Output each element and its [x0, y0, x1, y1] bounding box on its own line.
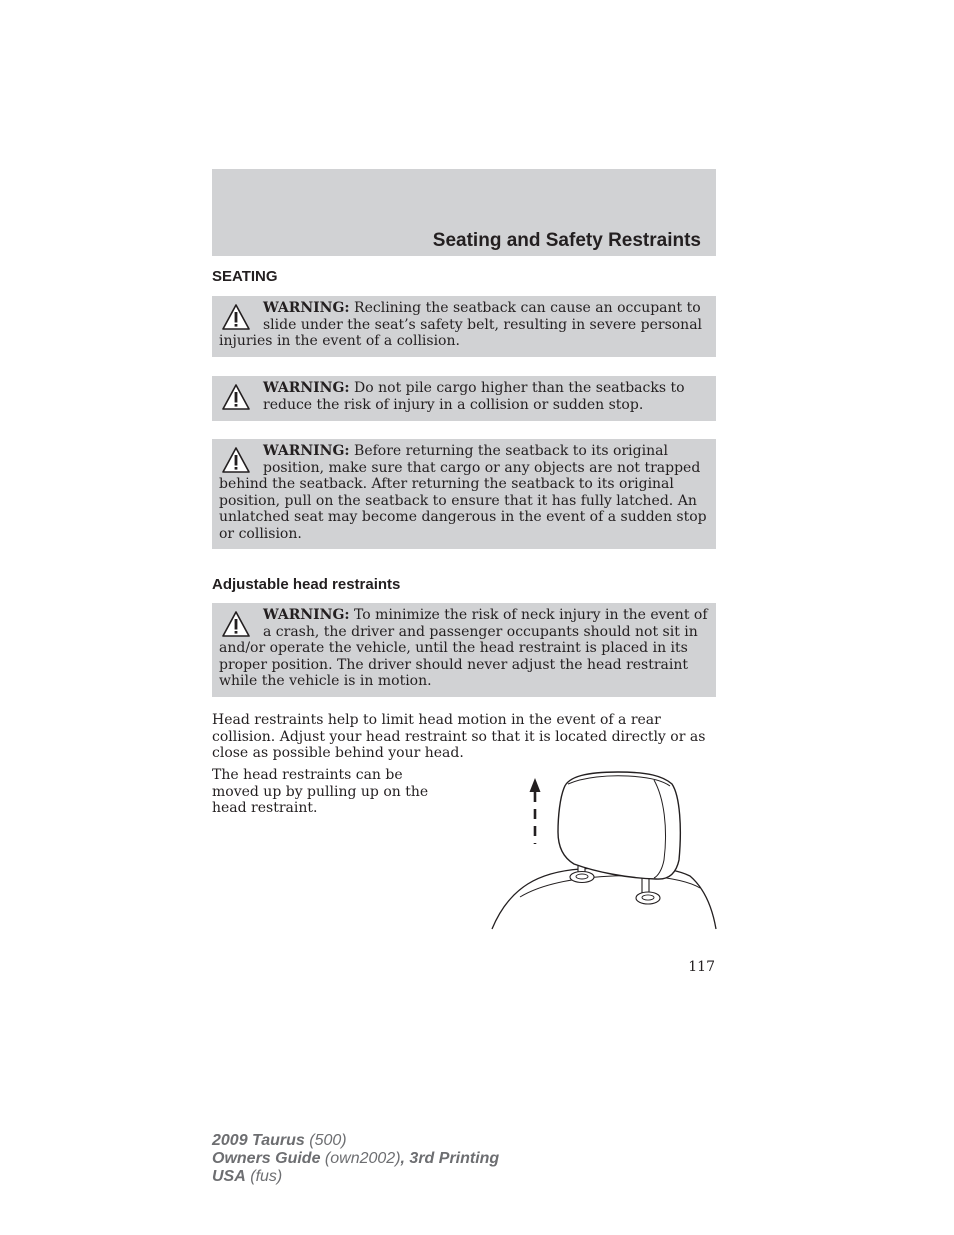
- warning-text: Before returning the seatback to its original position, make sure that cargo or any objects are not trapped behind the seatback. After returning the seatback to its original position, pull on the seatback to ensure that it has fully latched. An unlatched seat may become dangerous in the event of a sudden stop or collision.: [219, 443, 707, 542]
- footer-line-market: [212, 1168, 499, 1186]
- intro-paragraph: Head restraints help to limit head motion in the event of a rear collision. Adjust your head restraint so that it is located directly or as close as possible behind your head.: [212, 712, 706, 761]
- footer-market: USA: [212, 1168, 246, 1185]
- footer-line-model: [212, 1132, 499, 1150]
- warning-box: [212, 603, 716, 697]
- section-heading-seating: SEATING: [212, 268, 278, 285]
- warning-label: WARNING:: [263, 443, 350, 459]
- page-title: Seating and Safety Restraints: [432, 230, 701, 251]
- warning-label: WARNING:: [263, 300, 350, 316]
- warning-box: [212, 296, 716, 357]
- head-restraint-raise-illustration: [488, 768, 720, 934]
- footer: [212, 1132, 499, 1186]
- section-heading-head-restraints: Adjustable head restraints: [212, 576, 401, 593]
- footer-model: 2009 Taurus: [212, 1132, 305, 1149]
- warning-triangle-icon: [221, 446, 251, 474]
- move-up-paragraph: The head restraints can be moved up by pulling up on the head restraint.: [212, 767, 429, 816]
- warning-box: [212, 376, 716, 421]
- warning-box: [212, 439, 716, 549]
- warning-text: Reclining the seatback can cause an occupant to slide under the seat’s safety belt, resulting in severe personal injuries in the event of a collision.: [219, 300, 703, 349]
- header-band: [212, 169, 716, 256]
- footer-line-guide: [212, 1150, 499, 1168]
- footer-market-code: (fus): [250, 1168, 283, 1185]
- warning-text: To minimize the risk of neck injury in the event of a crash, the driver and passenger occupants should not sit in and/or operate the vehicle, until the head restraint is placed in its proper position. The driver should never adjust the head restraint while the vehicle is in motion.: [219, 607, 708, 689]
- warning-triangle-icon: [221, 303, 251, 331]
- warning-label: WARNING:: [263, 380, 350, 396]
- footer-printing: , 3rd Printing: [400, 1150, 500, 1167]
- footer-guide: Owners Guide: [212, 1150, 321, 1167]
- warning-label: WARNING:: [263, 607, 350, 623]
- warning-text: Do not pile cargo higher than the seatbacks to reduce the risk of injury in a collision or sudden stop.: [263, 380, 685, 413]
- page-number: 117: [688, 959, 715, 975]
- warning-triangle-icon: [221, 610, 251, 638]
- footer-guide-code: (own2002): [324, 1150, 401, 1167]
- footer-model-code: (500): [309, 1132, 347, 1149]
- arrow-up-icon: [530, 778, 541, 792]
- warning-triangle-icon: [221, 383, 251, 411]
